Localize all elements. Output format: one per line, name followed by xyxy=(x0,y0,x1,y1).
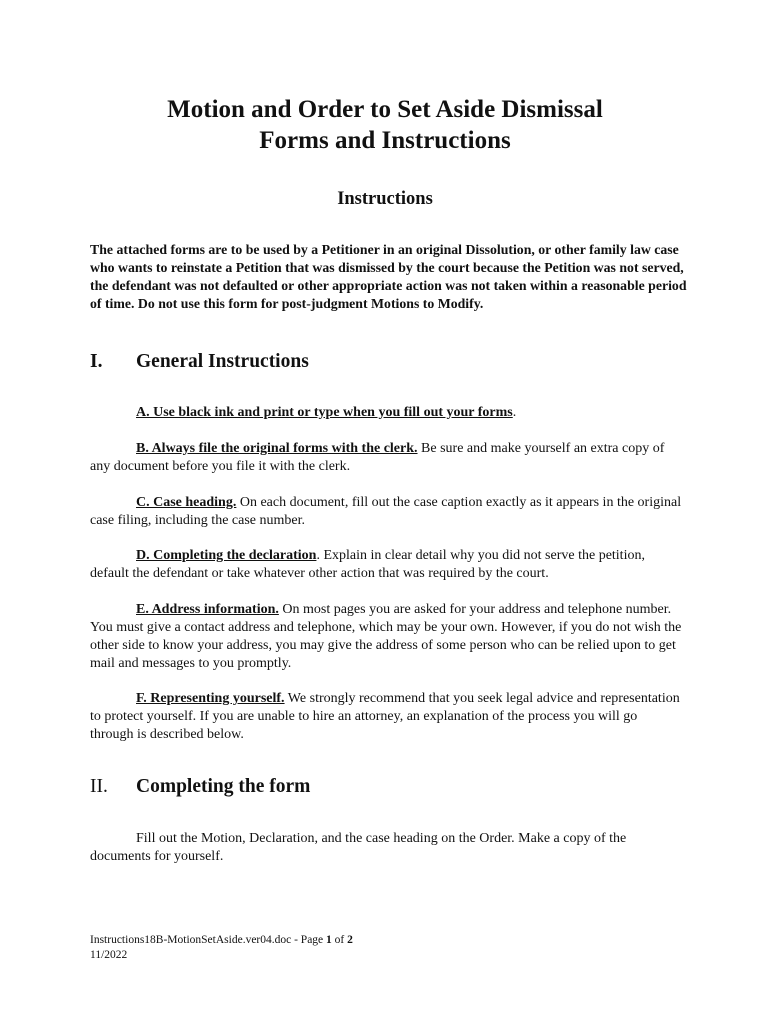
completing-paragraph: Fill out the Motion, Declaration, and the case heading on the Order. Make a copy of the documents for yourself. xyxy=(90,831,627,864)
document-title-line2: Forms and Instructions xyxy=(259,127,511,154)
footer-page-total: 2 xyxy=(347,934,353,946)
instruction-item-a xyxy=(90,404,682,422)
intro-paragraph: The attached forms are to be used by a Petitioner in an original Dissolution, or other family law case who wants to reinstate a Petition that was dismissed by the court because the Petition was not served, the defendant was not defaulted or other appropriate action was not taken within a reasonable period of time. Do not use this form for post-judgment Motions to Modify. xyxy=(90,242,687,311)
footer-of: of xyxy=(331,934,348,946)
section-heading-completing xyxy=(90,775,310,799)
instruction-text: Be sure and make yourself an extra copy of any document before you file it with the clerk. xyxy=(90,441,665,474)
instruction-item-b xyxy=(90,440,682,476)
document-title-line1: Motion and Order to Set Aside Dismissal xyxy=(167,96,603,123)
instruction-lead: B. Always file the original forms with the clerk. xyxy=(136,441,418,456)
footer-date: 11/2022 xyxy=(90,949,128,961)
section-number: II. xyxy=(90,776,108,797)
instruction-item-e xyxy=(90,601,682,673)
instruction-text: We strongly recommend that you seek legal advice and representation to protect yourself. If you are unable to hire an attorney, an explanation of the process you will go through is described below. xyxy=(90,691,680,742)
instruction-item-c xyxy=(90,494,682,530)
instruction-item-f xyxy=(90,690,682,744)
instruction-text: On each document, fill out the case caption exactly as it appears in the original case filing, including the case number. xyxy=(90,495,682,528)
footer-file-line xyxy=(90,933,353,948)
section-heading-general xyxy=(90,350,309,374)
instruction-lead: F. Representing yourself. xyxy=(136,691,285,706)
instruction-text: . xyxy=(512,405,517,420)
instruction-text: On most pages you are asked for your address and telephone number. You must give a contact address and telephone, which may be your own. However, if you do not wish the other side to know your address, you may give the address of some person who can be relied upon to get mail and messages to you promptly. xyxy=(90,602,682,671)
section-title: Completing the form xyxy=(136,776,311,797)
instructions-heading: Instructions xyxy=(337,189,433,209)
section-number: I. xyxy=(90,351,103,372)
instruction-text: . Explain in clear detail why you did not serve the petition, default the defendant or take whatever other action that was required by the court. xyxy=(90,548,645,581)
instruction-item-d xyxy=(90,547,682,583)
instruction-lead: C. Case heading. xyxy=(136,495,237,510)
footer-filename: Instructions18B-MotionSetAside.ver04.doc - Page xyxy=(90,934,327,946)
instruction-lead: E. Address information. xyxy=(136,602,279,617)
instruction-lead: D. Completing the declaration xyxy=(136,548,317,563)
instruction-lead: A. Use black ink and print or type when you fill out your forms xyxy=(136,405,513,420)
footer-page-number: 1 xyxy=(326,934,332,946)
section-title: General Instructions xyxy=(136,351,309,372)
page-footer xyxy=(90,933,353,963)
